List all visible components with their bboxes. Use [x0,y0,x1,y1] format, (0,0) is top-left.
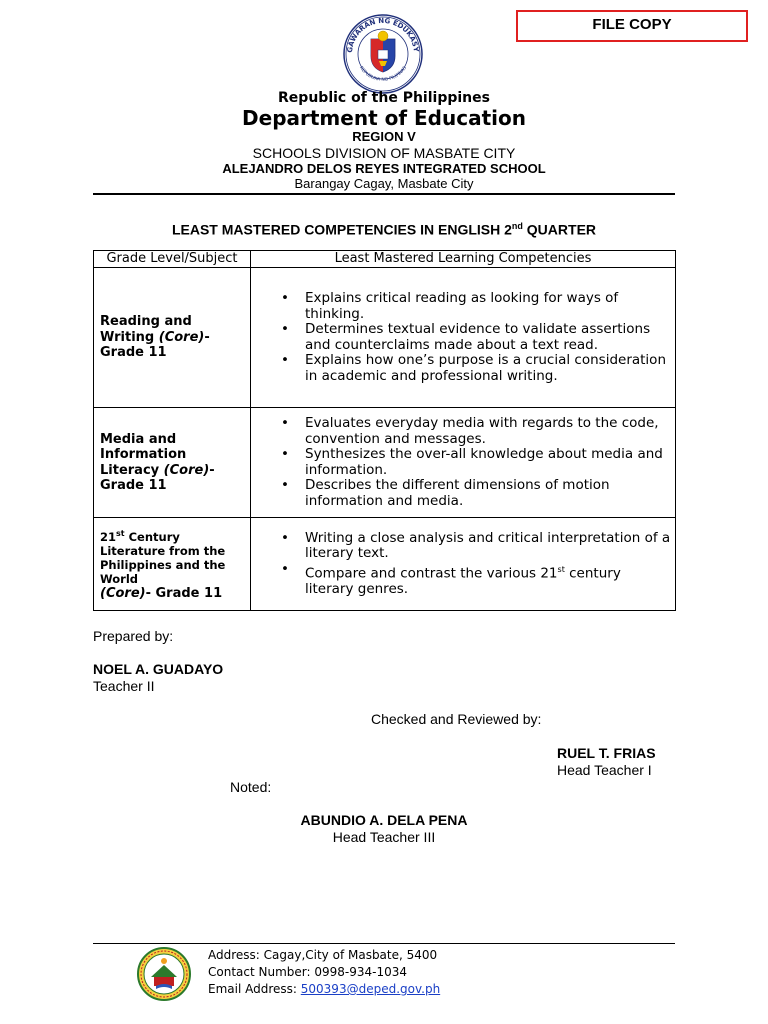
subject-cell: 21st Century Literature from the Philippines and the World (Core)- Grade 11 [94,518,251,611]
email-link[interactable]: 500393@deped.gov.ph [300,982,441,996]
subject-cell: Reading and Writing (Core)- Grade 11 [94,268,251,408]
division-heading: SCHOOLS DIVISION OF MASBATE CITY [252,145,516,161]
table-row [94,408,676,518]
column-header-competencies: Least Mastered Learning Competencies [251,251,676,268]
footer-contact: Contact Number: 0998-934-1034 [208,965,407,979]
competency-list [251,531,675,598]
competency-list [251,291,675,384]
checked-by-label: Checked and Reviewed by: [371,711,542,727]
noted-by-title: Head Teacher III [332,829,436,845]
competency-list [251,416,675,509]
checked-by-title: Head Teacher I [557,762,652,778]
table-row [94,268,676,408]
file-copy-label: FILE COPY [516,10,748,42]
prepared-by-label: Prepared by: [93,628,174,644]
school-address: Barangay Cagay, Masbate City [294,176,474,191]
region-heading: REGION V [352,129,416,144]
department-heading: Department of Education [242,106,526,130]
subject-cell: Media and Information Literacy (Core)- Grade 11 [94,408,251,518]
competencies-cell [251,408,676,518]
footer-address: Address: Cagay,City of Masbate, 5400 [208,948,438,962]
noted-label: Noted: [230,779,272,795]
list-item: • Explains critical reading as looking for ways of thinking. [281,291,671,322]
list-item: • Synthesizes the over-all knowledge about media and information. [281,447,671,478]
list-item: • Describes the different dimensions of motion information and media. [281,478,671,509]
table-header-row [94,251,676,268]
footer-email: Email Address: 500393@deped.gov.ph [208,982,441,996]
noted-by-name: ABUNDIO A. DELA PENA [300,812,468,828]
svg-text:REPUBLIKA NG PILIPINAS: REPUBLIKA NG PILIPINAS [357,65,409,83]
prepared-by-name: NOEL A. GUADAYO [93,661,224,677]
deped-seal-logo [338,14,428,94]
competencies-cell [251,268,676,408]
column-header-subject: Grade Level/Subject [94,251,251,268]
svg-text:KAGAWARAN NG EDUKASYON: GAWARAN NG EDUKASY [345,16,420,54]
school-heading: ALEJANDRO DELOS REYES INTEGRATED SCHOOL [222,161,546,176]
checked-by-name: RUEL T. FRIAS [557,745,656,761]
list-item: • Evaluates everyday media with regards to the code, convention and messages. [281,416,671,447]
republic-heading: Republic of the Philippines [278,90,490,106]
list-item: • Determines textual evidence to validate assertions and counterclaims made about a text read. [281,322,671,353]
table-row [94,518,676,611]
list-item: • Explains how one’s purpose is a crucial consideration in academic and professional writing. [281,353,671,384]
header-divider [93,193,675,195]
competencies-cell [251,518,676,611]
prepared-by-title: Teacher II [93,678,155,694]
footer-divider [93,943,675,944]
list-item: • Writing a close analysis and critical interpretation of a literary text. [281,531,671,562]
list-item: • Compare and contrast the various 21st century literary genres. [281,562,671,598]
school-logo [137,947,191,1001]
document-title: LEAST MASTERED COMPETENCIES IN ENGLISH 2nd QUARTER [171,221,597,238]
competencies-table [93,250,676,611]
